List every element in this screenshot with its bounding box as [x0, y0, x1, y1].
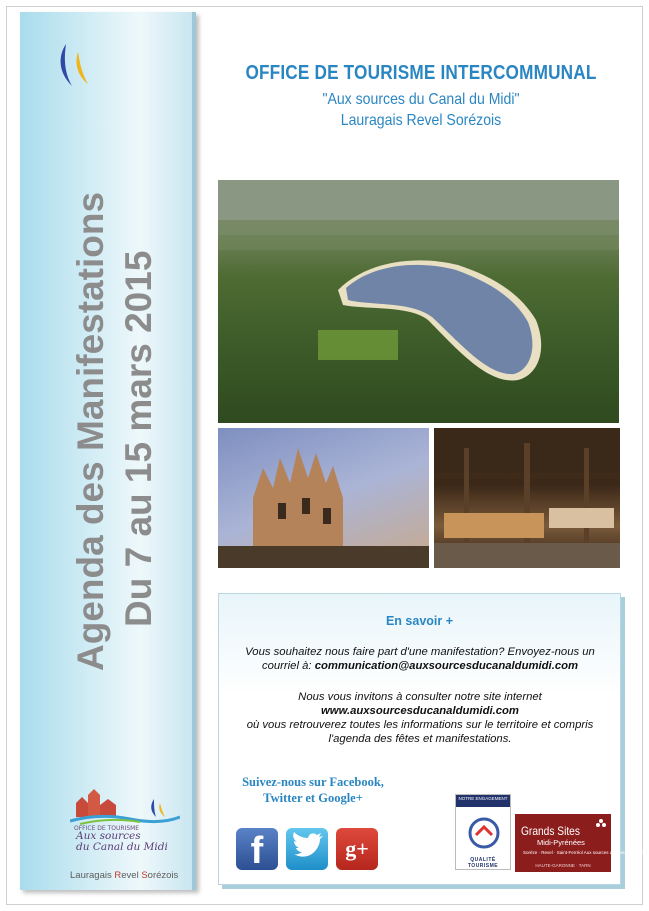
village-logo-icon — [70, 787, 180, 827]
agenda-title — [60, 191, 160, 677]
bell-tower-photo — [218, 428, 429, 568]
office-logo — [70, 787, 190, 887]
sidebar — [20, 12, 196, 890]
gs-sites: Sorèze · Revel · Saint-Ferréol Aux sources du Canal du Midi — [523, 850, 644, 855]
qualite-tourisme-badge — [455, 794, 511, 870]
sails-logo-icon — [56, 40, 96, 90]
qualite-top-label: NOTRE ENGAGEMENT — [456, 795, 510, 807]
contact-paragraph: Vous souhaitez nous faire part d'une manifestation? Envoyez-nous un courriel à: communication@auxsourcesducanaldumidi.com — [245, 646, 595, 672]
gs-dept: HAUTE-GARONNE · TARN — [535, 863, 591, 868]
page-subtitle: "Aux sources du Canal du Midi" — [322, 91, 520, 108]
header — [215, 62, 627, 130]
page-title: OFFICE DE TOURISME INTERCOMMUNAL — [245, 62, 597, 84]
logo-place: Lauragais Revel Sorézois — [70, 870, 179, 881]
logo-name: Aux sources du Canal du Midi — [76, 830, 168, 853]
info-title: En savoir + — [385, 614, 454, 628]
page-place: Lauragais Revel Sorézois — [340, 112, 502, 129]
gs-title: Grands Sites — [521, 824, 580, 838]
qualite-logo-icon — [456, 807, 512, 857]
agenda-title-line1: Agenda des Manifestations — [70, 191, 111, 671]
website-link[interactable]: www.auxsourcesducanaldumidi.com — [321, 705, 519, 717]
follow-us-text: Suivez-nous sur Facebook, Twitter et Google+ — [242, 775, 384, 805]
facebook-icon[interactable]: f — [236, 828, 278, 870]
google-plus-icon[interactable]: g+ — [336, 828, 378, 870]
market-hall-photo — [434, 428, 620, 568]
qualite-bottom-label: QUALITÉ TOURISME — [467, 857, 499, 869]
lake-aerial-photo — [218, 180, 619, 423]
grands-sites-badge — [515, 814, 644, 872]
flower-icon — [595, 818, 607, 830]
website-paragraph: Nous vous invitons à consulter notre site internet www.auxsourcesducanaldumidi.com où vous retrouverez toutes les informations sur le territoire et compris l'agenda des fêtes et manifestations. — [246, 691, 594, 745]
twitter-icon[interactable] — [286, 828, 328, 870]
gs-region: Midi-Pyrénées — [537, 838, 585, 847]
info-box — [218, 593, 644, 885]
agenda-title-dates: Du 7 au 15 mars 2015 — [118, 250, 159, 627]
contact-email-link[interactable]: communication@auxsourcesducanaldumidi.com — [314, 660, 579, 672]
logo-office-label: OFFICE DE TOURISME — [74, 825, 140, 832]
